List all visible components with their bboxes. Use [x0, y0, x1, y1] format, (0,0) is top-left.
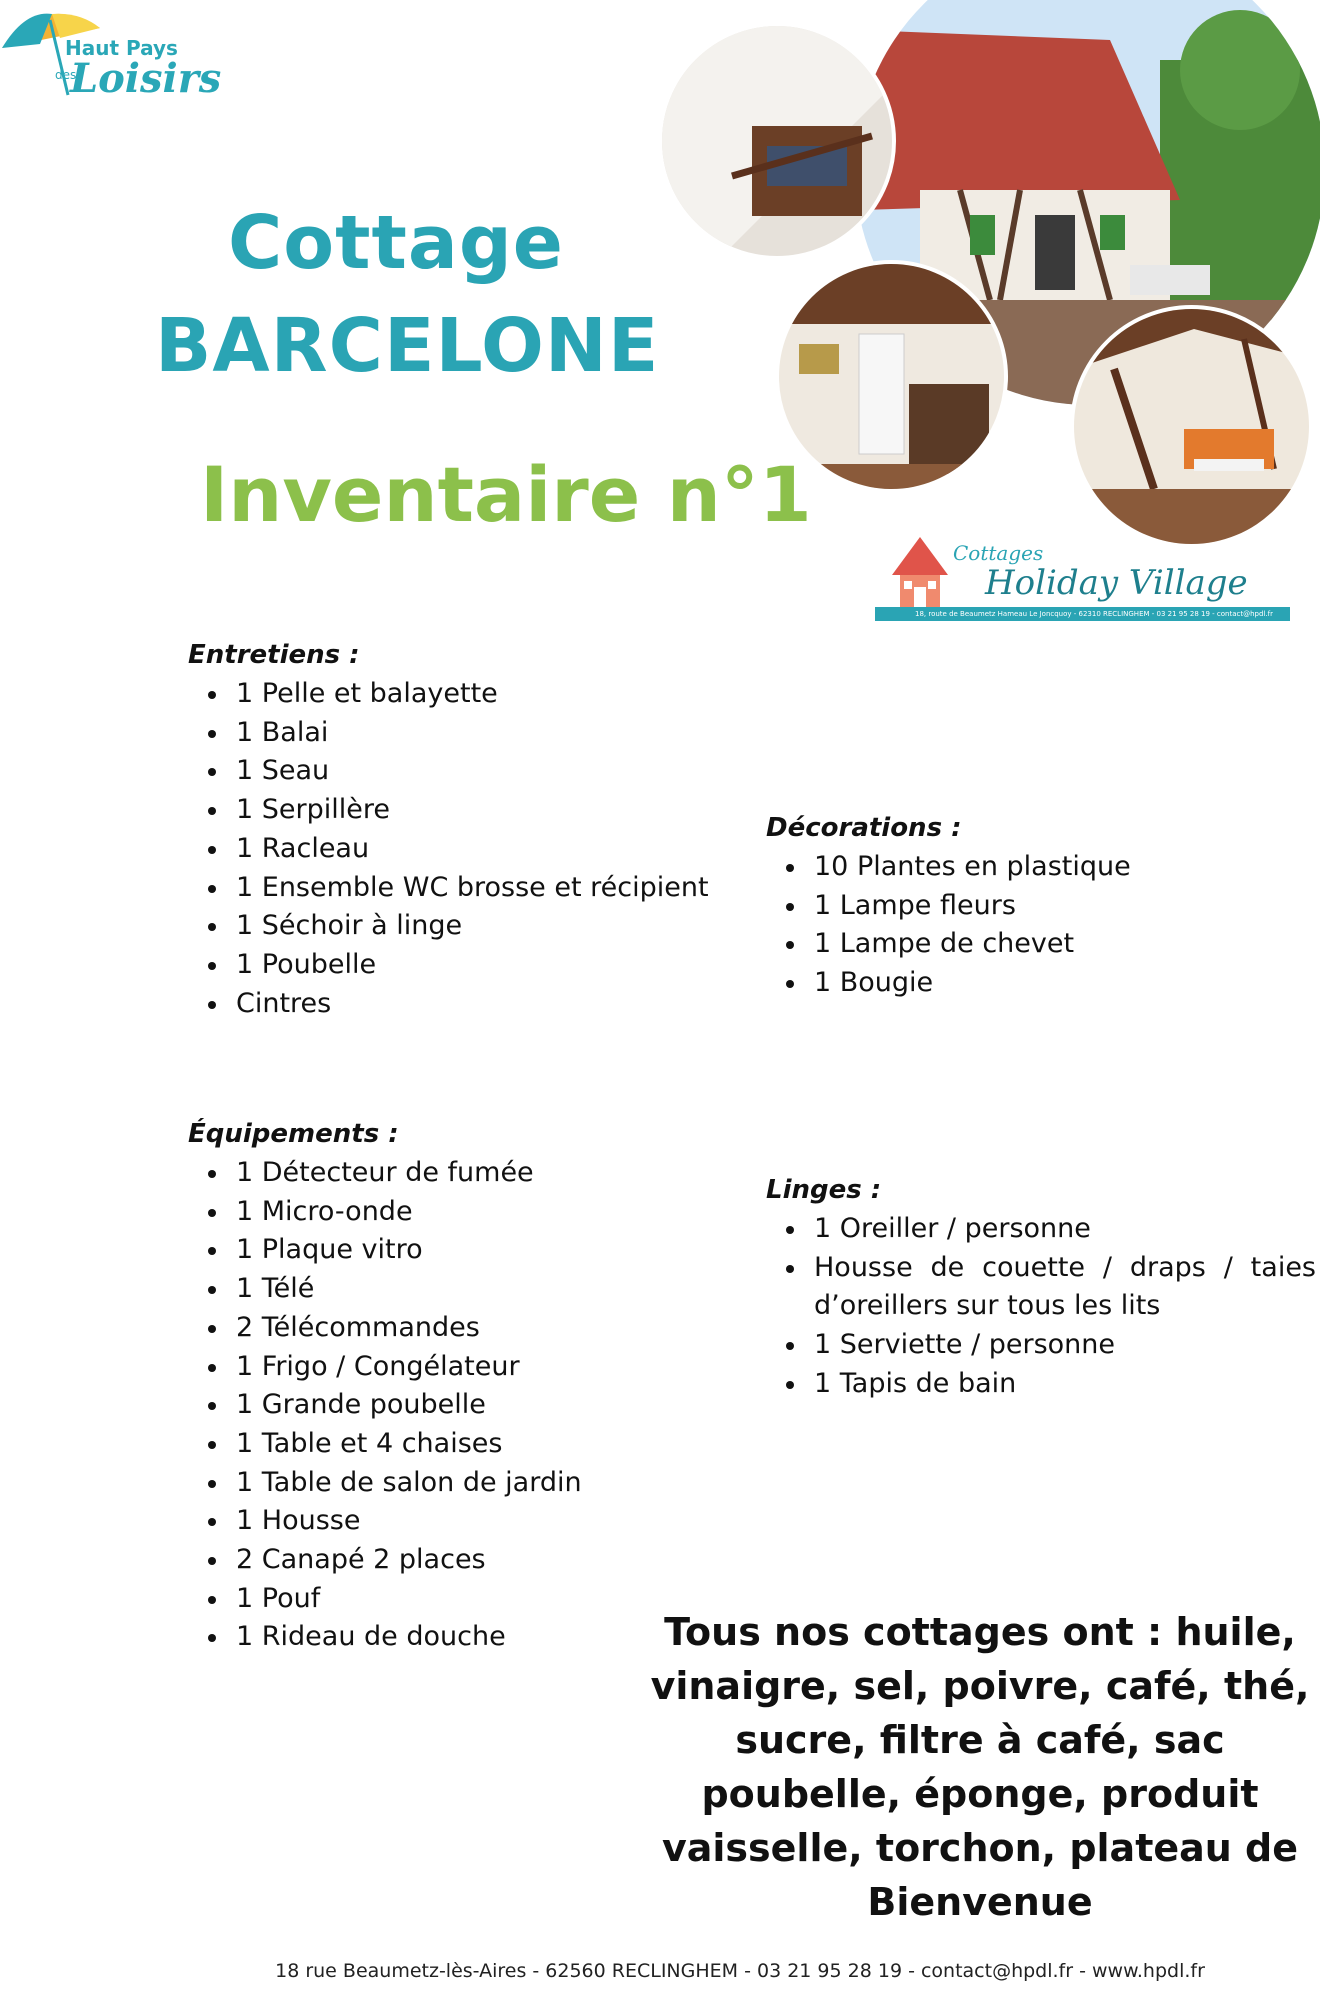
section-entretiens [188, 635, 748, 1023]
list-item: 1 Grande poubelle [188, 1386, 748, 1425]
list-item: 1 Séchoir à linge [188, 907, 748, 946]
cottage-house-icon [890, 535, 950, 615]
holiday-logo-address: 18, route de Beaumetz Hameau Le Joncquoy - 62310 RECLINGHEM - 03 21 95 28 19 - contact@hpdl.fr [875, 607, 1290, 621]
list-item: 1 Micro-onde [188, 1193, 748, 1232]
list-item: 1 Détecteur de fumée [188, 1154, 748, 1193]
section-heading-equipements: Équipements : [188, 1119, 399, 1149]
living-room-photo [1070, 305, 1313, 548]
kitchen-photo [775, 260, 1008, 493]
footer-contact: 18 rue Beaumetz-lès-Aires - 62560 RECLINGHEM - 03 21 95 28 19 - contact@hpdl.fr - www.hpdl.fr [275, 1960, 1205, 1982]
list-item: 1 Lampe fleurs [766, 887, 1320, 926]
list-item: 1 Frigo / Congélateur [188, 1348, 748, 1387]
list-item: 1 Pelle et balayette [188, 675, 748, 714]
list-item: 2 Canapé 2 places [188, 1541, 748, 1580]
list-item: 1 Serpillère [188, 791, 748, 830]
section-decorations [766, 808, 1320, 1003]
title-line2: BARCELONE [155, 303, 660, 389]
title-line1: Cottage [228, 200, 564, 286]
holiday-logo-holiday-village: Holiday Village [985, 563, 1248, 603]
list-item: 1 Plaque vitro [188, 1231, 748, 1270]
list-item: 1 Housse [188, 1502, 748, 1541]
list-item: 1 Tapis de bain [766, 1365, 1316, 1404]
list-item: 1 Ensemble WC brosse et récipient [188, 869, 748, 908]
list-item: 1 Oreiller / personne [766, 1210, 1316, 1249]
section-linges [766, 1170, 1316, 1404]
inventory-title: Inventaire n°1 [200, 450, 812, 539]
list-item: 1 Table et 4 chaises [188, 1425, 748, 1464]
photo-collage [650, 0, 1320, 560]
list-item: 1 Lampe de chevet [766, 925, 1320, 964]
list-item: 1 Seau [188, 752, 748, 791]
list-item: 1 Rideau de douche [188, 1618, 748, 1657]
brand-name-line1: Haut Pays [65, 36, 178, 60]
list-item: 1 Poubelle [188, 946, 748, 985]
list-item: 1 Pouf [188, 1580, 748, 1619]
bedroom-photo [658, 22, 896, 260]
brand-name-small: des [55, 68, 77, 82]
list-item: 1 Télé [188, 1270, 748, 1309]
holiday-village-logo [875, 535, 1295, 630]
list-item: 1 Serviette / personne [766, 1326, 1316, 1365]
section-heading-entretiens: Entretiens : [188, 640, 360, 670]
section-equipements [188, 1114, 748, 1657]
section-heading-decorations: Décorations : [766, 813, 962, 843]
list-item: Cintres [188, 985, 748, 1024]
brand-logo [0, 0, 222, 110]
holiday-logo-cottages: Cottages [953, 541, 1044, 565]
list-item: 1 Racleau [188, 830, 748, 869]
brand-name-line2: Loisirs [70, 55, 222, 102]
amenities-notice: Tous nos cottages ont : huile, vinaigre, sel, poivre, café, thé, sucre, filtre à café, sac poubelle, éponge, produit vaisselle, torchon, plateau de Bienvenue [650, 1610, 1310, 1924]
list-item: 1 Bougie [766, 964, 1320, 1003]
section-heading-linges: Linges : [766, 1175, 882, 1205]
list-item: 10 Plantes en plastique [766, 848, 1320, 887]
list-item: Housse de couette / draps / taies d’oreillers sur tous les lits [766, 1249, 1316, 1326]
list-item: 1 Table de salon de jardin [188, 1464, 748, 1503]
list-item: 2 Télécommandes [188, 1309, 748, 1348]
list-item: 1 Balai [188, 714, 748, 753]
